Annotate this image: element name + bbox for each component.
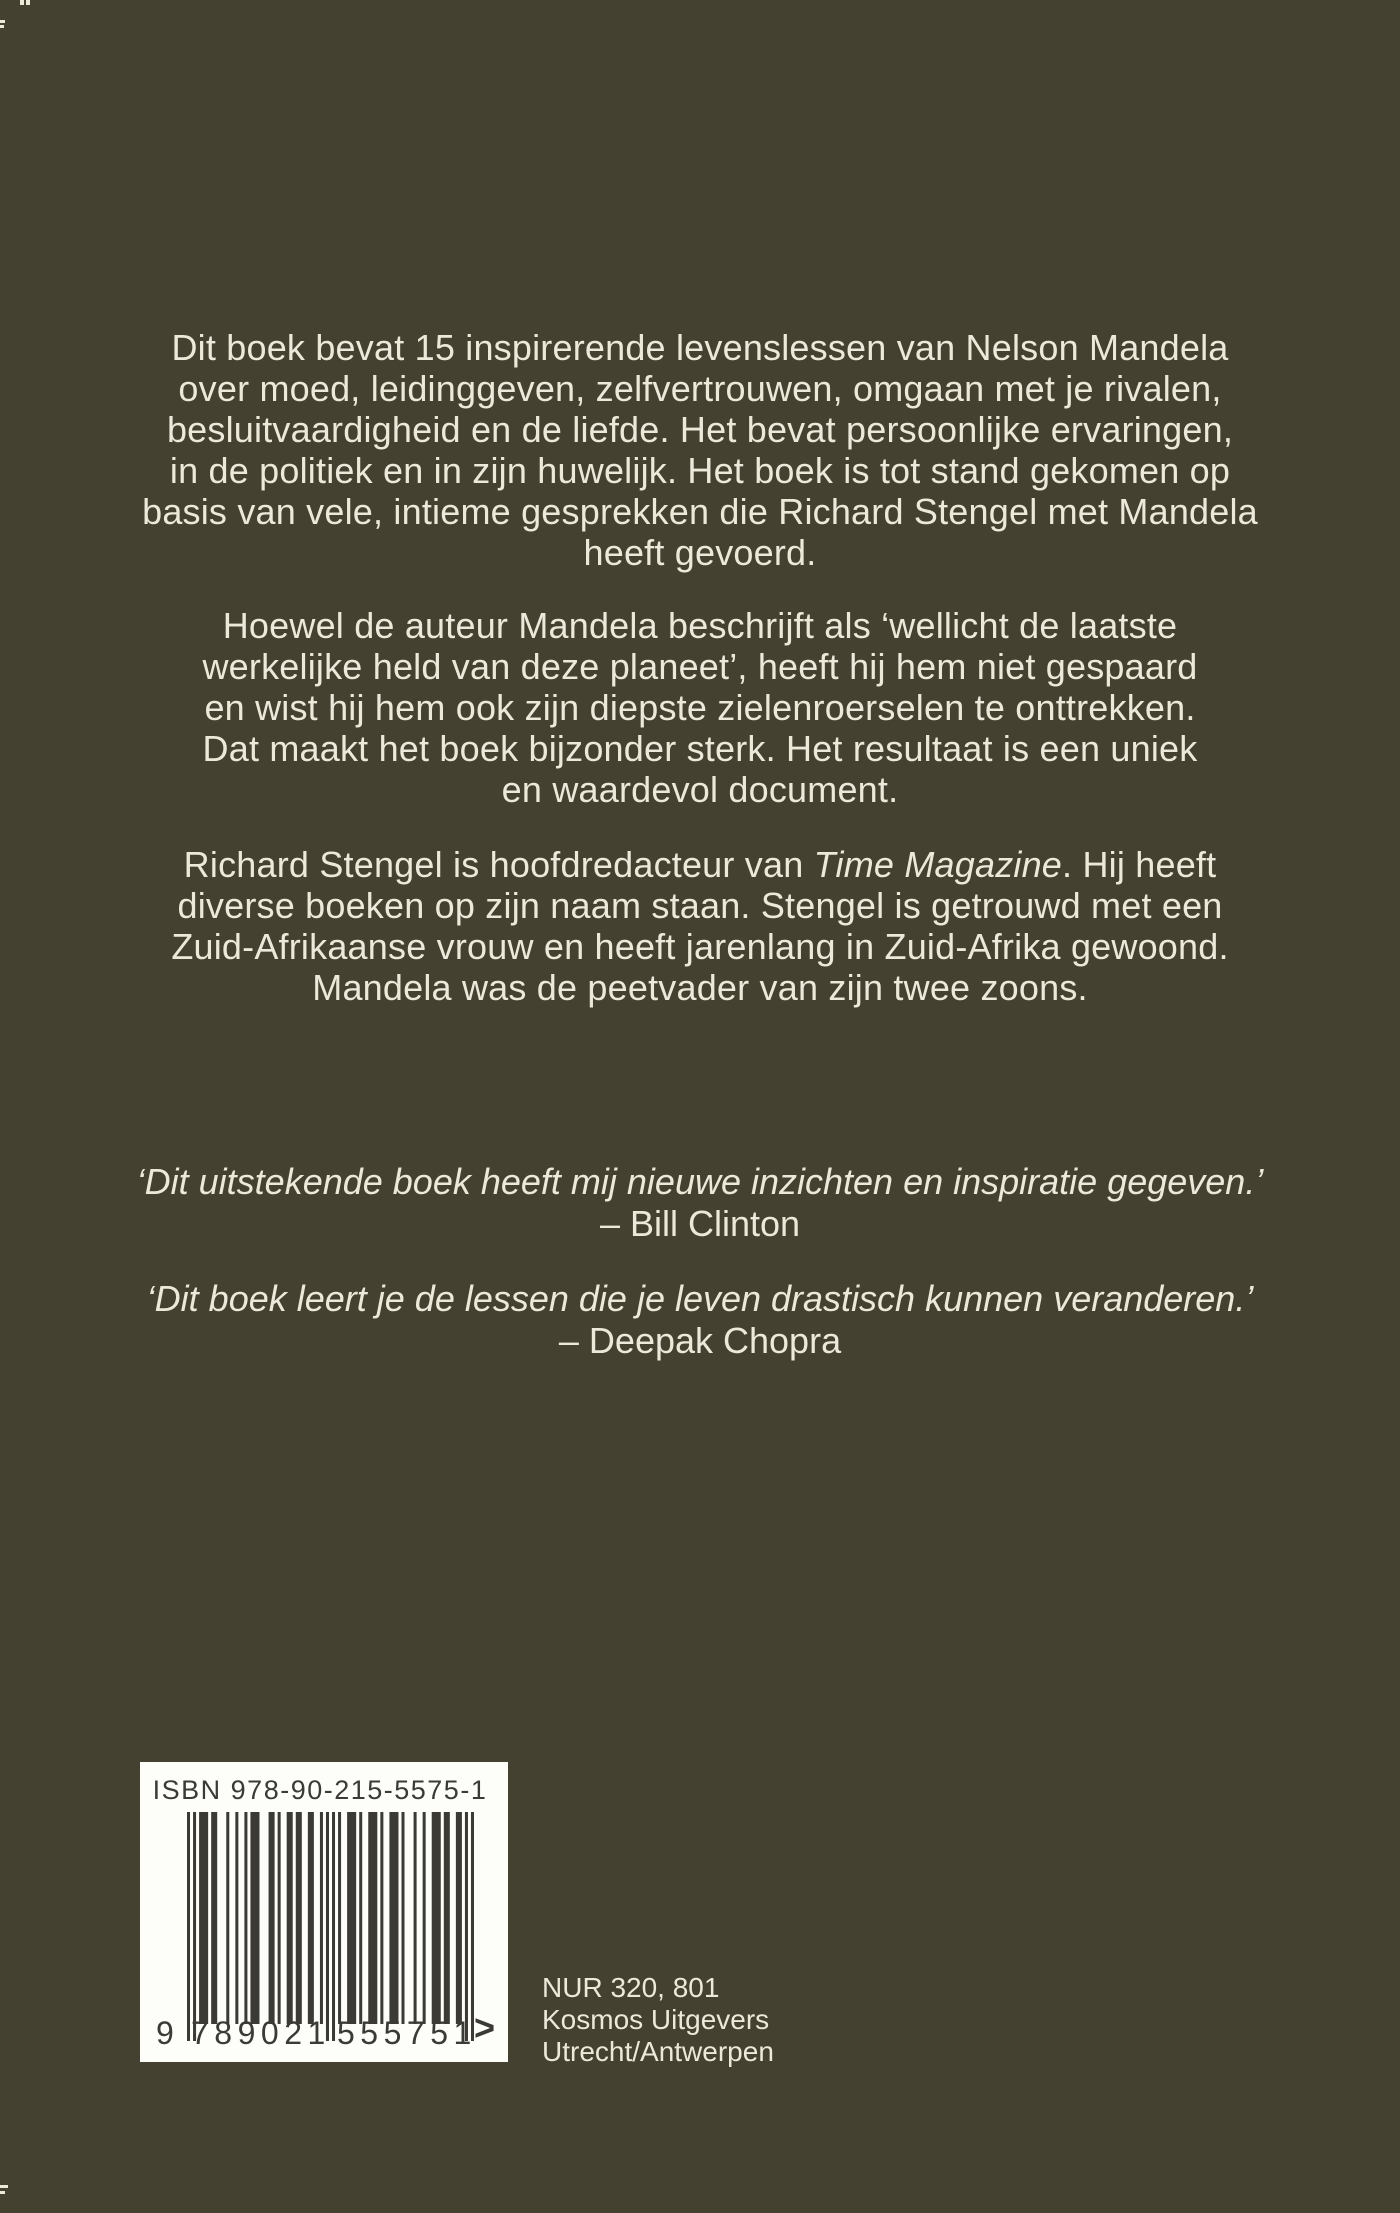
text-line: Zuid-Afrikaanse vrouw en heeft jarenlang in Zuid-Afrika gewoond. <box>171 926 1229 967</box>
publisher-cities: Utrecht/Antwerpen <box>542 2036 774 2067</box>
text-line: diverse boeken op zijn naam staan. Stengel is getrouwd met een <box>177 885 1223 926</box>
print-artifact-speck <box>26 0 30 5</box>
bio-text: Richard Stengel is hoofdredacteur van <box>183 844 814 885</box>
text-line: over moed, leidinggeven, zelfvertrouwen, omgaan met je rivalen, <box>178 368 1222 409</box>
text-line <box>0 844 1400 885</box>
print-artifact-speck <box>0 25 4 28</box>
isbn-barcode-panel <box>140 1762 508 2062</box>
text-line: basis van vele, intieme gesprekken die Richard Stengel met Mandela <box>142 491 1258 532</box>
barcode-digit-first: 9 <box>156 2015 174 2051</box>
print-artifact-speck <box>0 20 5 23</box>
ean-barcode <box>187 1812 474 2041</box>
text-line: en wist hij hem ook zijn diepste zielenroerselen te onttrekken. <box>204 687 1196 728</box>
publisher-name: Kosmos Uitgevers <box>542 2004 770 2035</box>
publisher-info <box>542 1972 774 2068</box>
text-line: Dat maakt het boek bijzonder sterk. Het resultaat is een uniek <box>202 728 1198 769</box>
print-artifact-speck <box>0 2185 8 2188</box>
chopra-endorsement <box>0 1278 1400 1362</box>
magazine-title: Time Magazine <box>813 844 1063 885</box>
quote-text: ‘Dit uitstekende boek heeft mij nieuwe inzichten en inspiratie gegeven.’ <box>136 1161 1264 1202</box>
nur-code: NUR 320, 801 <box>542 1972 720 2003</box>
quote-text: ‘Dit boek leert je de lessen die je leven drastisch kunnen veranderen.’ <box>146 1278 1254 1319</box>
print-artifact-speck <box>20 0 24 5</box>
text-line: en waardevol document. <box>501 769 899 810</box>
quote-attribution: – Deepak Chopra <box>558 1320 842 1361</box>
author-bio-paragraph <box>0 844 1400 1008</box>
text-line: heeft gevoerd. <box>583 532 817 573</box>
text-line: werkelijke held van deze planeet’, heeft hij hem niet gespaard <box>202 646 1198 687</box>
bio-text: . Hij heeft <box>1062 844 1217 885</box>
text-line: Mandela was de peetvader van zijn twee zoons. <box>312 967 1088 1008</box>
text-line: Dit boek bevat 15 inspirerende levenslessen van Nelson Mandela <box>171 327 1229 368</box>
clinton-endorsement <box>0 1161 1400 1245</box>
barcode-quiet-zone-arrow: > <box>474 2007 496 2048</box>
text-line: Hoewel de auteur Mandela beschrijft als ‘wellicht de laatste <box>222 605 1178 646</box>
quote-attribution: – Bill Clinton <box>599 1203 801 1244</box>
synopsis-paragraph-1 <box>0 327 1400 573</box>
text-line: in de politiek en in zijn huwelijk. Het boek is tot stand gekomen op <box>169 450 1231 491</box>
synopsis-paragraph-2 <box>0 605 1400 810</box>
barcode-digits-left: 789021 <box>191 2015 331 2051</box>
print-artifact-speck <box>0 2191 5 2194</box>
text-line: besluitvaardigheid en de liefde. Het bevat persoonlijke ervaringen, <box>166 409 1234 450</box>
isbn-label: ISBN 978-90-215-5575-1 <box>152 1775 488 1805</box>
barcode-digits-right: 555751 <box>337 2015 477 2051</box>
